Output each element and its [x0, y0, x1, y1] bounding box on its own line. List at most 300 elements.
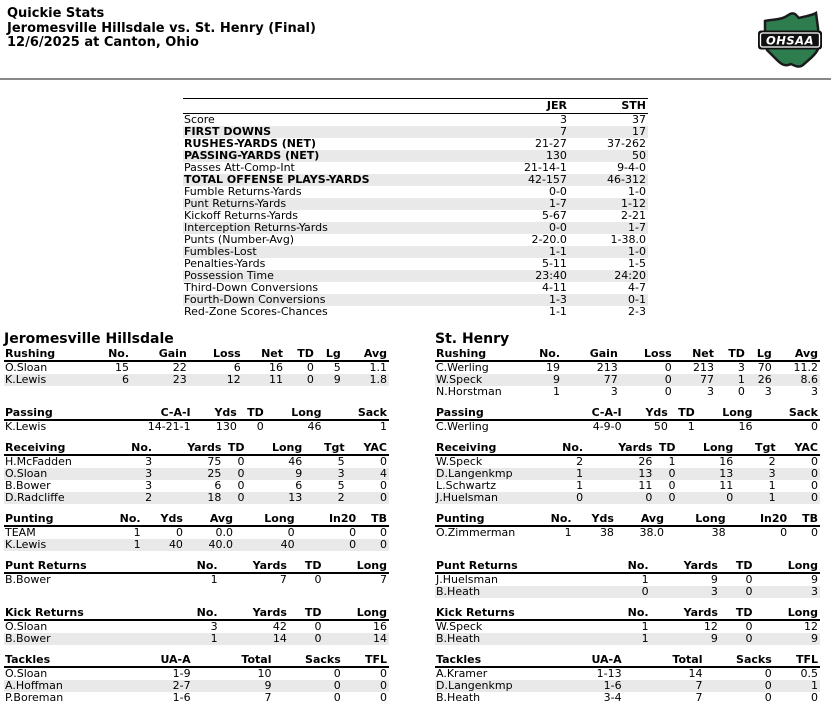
- column-header: Punting: [4, 513, 104, 526]
- table-cell: 0: [811, 455, 818, 468]
- table-cell: 0: [175, 526, 183, 539]
- table-cell: A.Kramer: [436, 667, 488, 680]
- table-cell: 18: [207, 492, 222, 504]
- table-cell: 1: [553, 386, 561, 398]
- logo-text: OHSAA: [766, 33, 814, 48]
- table-cell: P.Boreman: [5, 692, 64, 704]
- table-cell: 1-1: [548, 246, 567, 258]
- table-cell: Kickoff Returns-Yards: [184, 210, 298, 222]
- table-row: [183, 294, 648, 306]
- table-row: [183, 174, 648, 186]
- table-cell: 19: [546, 361, 561, 374]
- table-cell: RUSHES-YARDS (NET): [184, 138, 316, 150]
- table-row: [4, 420, 389, 433]
- table-cell: 3: [768, 468, 776, 480]
- table-row: [183, 282, 648, 294]
- table-cell: 16: [269, 361, 284, 374]
- table-cell: 0: [380, 492, 387, 504]
- table-cell: 213: [693, 361, 715, 374]
- table-cell: 1: [210, 633, 218, 645]
- table-cell: 1: [576, 468, 584, 480]
- column-header: Loss: [620, 348, 674, 361]
- table-cell: PASSING-YARDS (NET): [184, 150, 320, 162]
- table-cell: TEAM: [5, 526, 36, 539]
- table-cell: 0: [314, 633, 322, 645]
- column-header: Long: [755, 607, 820, 620]
- table-cell: 0: [380, 692, 387, 704]
- table-row: [4, 455, 389, 468]
- table-row: [4, 468, 389, 480]
- table-cell: Score: [184, 113, 215, 126]
- table-cell: 2: [768, 455, 776, 468]
- column-header: TD: [289, 560, 324, 573]
- table-row: [4, 573, 389, 586]
- column-header: TD: [716, 348, 747, 361]
- table-cell: J.Huelsman: [436, 573, 498, 586]
- table-header-row: [4, 654, 389, 667]
- column-header: Yards: [154, 442, 223, 455]
- table-cell: 1-3: [548, 294, 567, 306]
- table-cell: 1: [641, 620, 649, 633]
- table-cell: 0: [726, 492, 734, 504]
- table-cell: 75: [207, 455, 222, 468]
- column-header: TFL: [774, 654, 820, 667]
- table-cell: 0: [237, 468, 245, 480]
- table-header-row: [4, 348, 389, 361]
- table-cell: 0: [745, 573, 753, 586]
- column-header: Passing: [4, 407, 100, 420]
- table-header-row: [435, 442, 820, 455]
- ohsaa-logo-icon: [755, 8, 825, 72]
- table-cell: 1: [668, 455, 676, 468]
- table-cell: 3: [710, 586, 718, 598]
- table-cell: 0: [380, 480, 387, 492]
- table-cell: 0: [764, 680, 772, 692]
- table-cell: 16: [719, 455, 734, 468]
- table-header-row: [183, 99, 648, 114]
- sth-punting-section: [435, 513, 820, 551]
- table-header-row: [435, 607, 820, 620]
- table-row: [435, 361, 820, 374]
- table-cell: 12: [226, 374, 241, 386]
- page-title: Quickie Stats: [7, 6, 105, 21]
- table-cell: 0: [811, 468, 818, 480]
- column-header: Yds: [193, 407, 239, 420]
- table-row: [435, 680, 820, 692]
- table-cell: 7: [264, 692, 272, 704]
- table-cell: 3: [145, 455, 153, 468]
- jer-rushing-table: [4, 348, 389, 386]
- table-cell: 24:20: [614, 270, 646, 282]
- table-row: [4, 539, 389, 551]
- column-header: Gain: [131, 348, 189, 361]
- table-cell: 3: [764, 386, 772, 398]
- page-header: [0, 0, 831, 78]
- table-cell: D.Radcliffe: [5, 492, 65, 504]
- table-cell: 213: [596, 361, 618, 374]
- table-cell: 0-0: [548, 186, 567, 198]
- table-cell: 46: [307, 420, 322, 433]
- table-cell: 0: [333, 680, 341, 692]
- column-header: UA-A: [116, 654, 193, 667]
- column-header: No.: [143, 560, 220, 573]
- column-header: No.: [574, 607, 651, 620]
- table-cell: 23: [172, 374, 187, 386]
- table-cell: K.Lewis: [5, 374, 47, 386]
- table-cell: 1: [576, 480, 584, 492]
- column-header: [183, 99, 467, 114]
- table-cell: 1-1: [548, 306, 567, 318]
- column-header: Tgt: [304, 442, 346, 455]
- table-cell: 10: [257, 667, 272, 680]
- column-header: Kick Returns: [4, 607, 143, 620]
- table-cell: 7: [695, 692, 703, 704]
- column-header: No.: [104, 513, 143, 526]
- table-cell: 25: [207, 468, 222, 480]
- table-cell: 4: [380, 468, 387, 480]
- table-cell: 0: [764, 692, 772, 704]
- column-header: Long: [247, 442, 305, 455]
- table-cell: 40: [280, 539, 295, 551]
- sth-punt-returns-section: [435, 560, 820, 598]
- jer-kick-returns-section: [4, 607, 389, 645]
- table-row: [435, 492, 820, 504]
- matchup-title: Jeromesville Hillsdale vs. St. Henry (Final): [7, 20, 316, 36]
- table-cell: 9: [333, 374, 341, 386]
- jer-tackles-section: [4, 654, 389, 704]
- table-cell: 0: [664, 374, 672, 386]
- column-header: Yds: [624, 407, 670, 420]
- sth-receiving-section: [435, 442, 820, 504]
- date-location: 12/6/2025 at Canton, Ohio: [7, 35, 199, 50]
- table-cell: 0: [333, 692, 341, 704]
- table-cell: 0: [664, 386, 672, 398]
- table-row: [4, 692, 389, 704]
- table-cell: 0: [811, 692, 818, 704]
- table-header-row: [435, 407, 820, 420]
- table-cell: 14: [373, 633, 387, 645]
- table-cell: 77: [603, 374, 618, 386]
- table-cell: 2: [145, 492, 153, 504]
- table-cell: B.Bower: [5, 480, 51, 492]
- table-cell: 1-7: [548, 198, 567, 210]
- table-cell: Passes Att-Comp-Int: [184, 162, 295, 174]
- table-cell: Penalties-Yards: [184, 258, 266, 270]
- table-cell: 2: [576, 455, 584, 468]
- table-cell: O.Sloan: [5, 361, 48, 374]
- table-cell: 1: [641, 633, 649, 645]
- table-row: [183, 126, 648, 138]
- table-cell: 42-157: [527, 174, 567, 186]
- table-row: [183, 198, 648, 210]
- table-cell: L.Schwartz: [436, 480, 496, 492]
- table-cell: 38: [711, 526, 726, 539]
- column-header: Loss: [189, 348, 243, 361]
- table-cell: 0.0: [215, 526, 233, 539]
- team-columns: [0, 331, 831, 704]
- column-header: Sack: [755, 407, 820, 420]
- table-row: [183, 270, 648, 282]
- column-header: Avg: [616, 513, 666, 526]
- jer-receiving-table: [4, 442, 389, 504]
- table-cell: 4-9-0: [592, 420, 622, 433]
- table-cell: H.McFadden: [5, 455, 72, 468]
- sth-punt-returns-table: [435, 560, 820, 598]
- column-header: No.: [524, 348, 563, 361]
- column-header: Yards: [220, 607, 289, 620]
- sth-passing-table: [435, 407, 820, 433]
- table-cell: B.Bower: [5, 573, 51, 586]
- column-header: Long: [755, 560, 820, 573]
- table-header-row: [4, 442, 389, 455]
- column-header: Long: [324, 560, 389, 573]
- column-header: TD: [654, 442, 677, 455]
- column-header: Long: [666, 513, 728, 526]
- table-row: [435, 667, 820, 680]
- table-cell: 1: [811, 680, 818, 692]
- column-header: Tackles: [4, 654, 116, 667]
- table-cell: 1-6: [172, 692, 191, 704]
- table-cell: 0-1: [628, 294, 646, 306]
- column-header: UA-A: [547, 654, 624, 667]
- table-row: [4, 680, 389, 692]
- table-cell: 0: [287, 526, 295, 539]
- table-cell: 3: [707, 386, 715, 398]
- jer-passing-table: [4, 407, 389, 433]
- table-cell: 0: [333, 667, 341, 680]
- table-cell: 38.0: [639, 526, 664, 539]
- sth-rushing-table: [435, 348, 820, 398]
- table-cell: 1: [737, 374, 745, 386]
- header-divider: [0, 78, 831, 80]
- table-cell: 0-0: [548, 222, 567, 234]
- table-cell: 5: [333, 361, 341, 374]
- table-row: [183, 222, 648, 234]
- table-cell: 1-13: [596, 667, 622, 680]
- table-cell: 0: [811, 420, 818, 433]
- table-cell: 1-7: [628, 222, 646, 234]
- table-cell: C.Werling: [436, 361, 489, 374]
- column-header: Total: [193, 654, 274, 667]
- table-cell: 1: [768, 492, 776, 504]
- table-cell: J.Huelsman: [436, 492, 498, 504]
- table-cell: 0: [745, 620, 753, 633]
- table-cell: N.Horstman: [436, 386, 502, 398]
- column-header: Passing: [435, 407, 531, 420]
- table-cell: 1-5: [628, 258, 646, 270]
- right-team-name: St. Henry: [435, 331, 510, 347]
- table-cell: B.Heath: [436, 586, 481, 598]
- table-row: [435, 468, 820, 480]
- table-row: [4, 667, 389, 680]
- column-header: Yards: [220, 560, 289, 573]
- column-header: Rushing: [435, 348, 524, 361]
- column-header: No.: [108, 442, 154, 455]
- table-header-row: [4, 560, 389, 573]
- jer-punting-table: [4, 513, 389, 551]
- table-cell: 1: [133, 526, 141, 539]
- table-cell: 0: [380, 667, 387, 680]
- table-cell: 5-67: [541, 210, 567, 222]
- column-header: Lg: [747, 348, 774, 361]
- table-header-row: [435, 560, 820, 573]
- table-cell: 1.1: [369, 361, 387, 374]
- column-header: No.: [93, 348, 132, 361]
- table-cell: FIRST DOWNS: [184, 126, 272, 138]
- table-cell: 40: [168, 539, 183, 551]
- column-header: JER: [467, 99, 569, 114]
- table-header-row: [435, 654, 820, 667]
- sth-rushing-section: [435, 331, 820, 398]
- table-cell: B.Heath: [436, 633, 481, 645]
- table-header-row: [4, 513, 389, 526]
- table-cell: 11.2: [793, 361, 818, 374]
- sth-kick-returns-table: [435, 607, 820, 645]
- table-row: [435, 374, 820, 386]
- table-cell: Possession Time: [184, 270, 274, 282]
- column-header: Kick Returns: [435, 607, 574, 620]
- table-cell: 0: [349, 526, 357, 539]
- table-cell: 0: [811, 480, 818, 492]
- column-header: Rushing: [4, 348, 93, 361]
- table-cell: 5-11: [541, 258, 567, 270]
- table-header-row: [4, 407, 389, 420]
- table-cell: 5: [337, 455, 345, 468]
- table-cell: 1-38.0: [610, 234, 646, 246]
- table-cell: 14: [688, 667, 703, 680]
- table-cell: 13: [288, 492, 303, 504]
- column-header: TD: [223, 442, 246, 455]
- column-header: Avg: [774, 348, 820, 361]
- table-cell: 0: [314, 620, 322, 633]
- table-cell: 1: [133, 539, 141, 551]
- table-cell: 37: [632, 113, 646, 126]
- column-header: YAC: [347, 442, 389, 455]
- table-cell: O.Zimmerman: [436, 526, 516, 539]
- table-cell: 2-20.0: [531, 234, 567, 246]
- table-cell: 1: [380, 420, 387, 433]
- table-cell: 40.0: [208, 539, 233, 551]
- table-row: [4, 480, 389, 492]
- table-cell: O.Sloan: [5, 620, 48, 633]
- table-row: [4, 620, 389, 633]
- column-header: Yds: [574, 513, 616, 526]
- column-header: TD: [720, 560, 755, 573]
- table-header-row: [4, 607, 389, 620]
- table-cell: 26: [757, 374, 772, 386]
- table-cell: B.Bower: [5, 633, 51, 645]
- jer-punt-returns-table: [4, 560, 389, 586]
- sth-tackles-table: [435, 654, 820, 704]
- jer-kick-returns-table: [4, 607, 389, 645]
- column-header: Total: [624, 654, 705, 667]
- table-cell: B.Heath: [436, 692, 481, 704]
- table-row: [183, 246, 648, 258]
- table-cell: 11: [269, 374, 284, 386]
- table-cell: 0: [349, 539, 357, 551]
- table-cell: 9: [553, 374, 561, 386]
- table-cell: 0: [576, 492, 584, 504]
- column-header: C-A-I: [100, 407, 192, 420]
- table-cell: 16: [373, 620, 387, 633]
- table-cell: 0: [811, 492, 818, 504]
- table-cell: 130: [545, 150, 567, 162]
- table-cell: 0: [780, 526, 788, 539]
- column-header: Long: [235, 513, 297, 526]
- table-cell: 7: [380, 573, 387, 586]
- column-header: Gain: [562, 348, 620, 361]
- table-row: [435, 692, 820, 704]
- table-cell: 2-3: [628, 306, 646, 318]
- table-cell: 0: [237, 492, 245, 504]
- table-cell: 50: [653, 420, 668, 433]
- table-cell: 0: [745, 586, 753, 598]
- table-cell: 1-12: [621, 198, 646, 210]
- table-cell: 3: [210, 620, 218, 633]
- table-row: [435, 633, 820, 645]
- table-cell: 3: [811, 386, 818, 398]
- table-cell: 14-21-1: [147, 420, 191, 433]
- table-cell: 42: [272, 620, 287, 633]
- table-cell: 0: [380, 680, 387, 692]
- table-row: [435, 586, 820, 598]
- column-header: Receiving: [435, 442, 539, 455]
- table-cell: 46: [288, 455, 303, 468]
- table-cell: 0: [306, 374, 314, 386]
- table-cell: 7: [559, 126, 567, 138]
- table-cell: 3: [559, 113, 567, 126]
- table-cell: 1: [687, 420, 695, 433]
- table-cell: 0: [256, 420, 264, 433]
- table-cell: 13: [638, 468, 653, 480]
- table-cell: O.Sloan: [5, 468, 48, 480]
- table-cell: Punts (Number-Avg): [184, 234, 295, 246]
- table-cell: 9: [811, 573, 818, 586]
- table-cell: W.Speck: [436, 455, 483, 468]
- table-cell: 0.5: [800, 667, 818, 680]
- column-header: Net: [674, 348, 716, 361]
- table-header-row: [435, 513, 820, 526]
- table-cell: 130: [215, 420, 237, 433]
- table-cell: 0: [641, 586, 649, 598]
- jer-punt-returns-section: [4, 560, 389, 598]
- table-cell: 3: [610, 386, 618, 398]
- table-cell: 46-312: [607, 174, 646, 186]
- table-row: [4, 492, 389, 504]
- column-header: TFL: [343, 654, 389, 667]
- column-header: Sacks: [273, 654, 342, 667]
- table-cell: 21-27: [534, 138, 567, 150]
- sth-kick-returns-section: [435, 607, 820, 645]
- table-cell: 3: [337, 468, 345, 480]
- column-header: Punt Returns: [435, 560, 574, 573]
- left-team-name: Jeromesville Hillsdale: [4, 331, 174, 347]
- table-cell: 38: [599, 526, 614, 539]
- table-cell: 1-0: [628, 246, 646, 258]
- table-cell: 1.8: [369, 374, 387, 386]
- jer-punting-section: [4, 513, 389, 551]
- table-row: [183, 234, 648, 246]
- table-cell: 0: [380, 539, 387, 551]
- column-header: Punting: [435, 513, 535, 526]
- column-header: TD: [670, 407, 697, 420]
- table-row: [183, 186, 648, 198]
- table-cell: 0: [380, 526, 387, 539]
- column-header: Avg: [343, 348, 389, 361]
- column-header: Sack: [324, 407, 389, 420]
- table-cell: 3: [145, 480, 153, 492]
- sth-tackles-section: [435, 654, 820, 704]
